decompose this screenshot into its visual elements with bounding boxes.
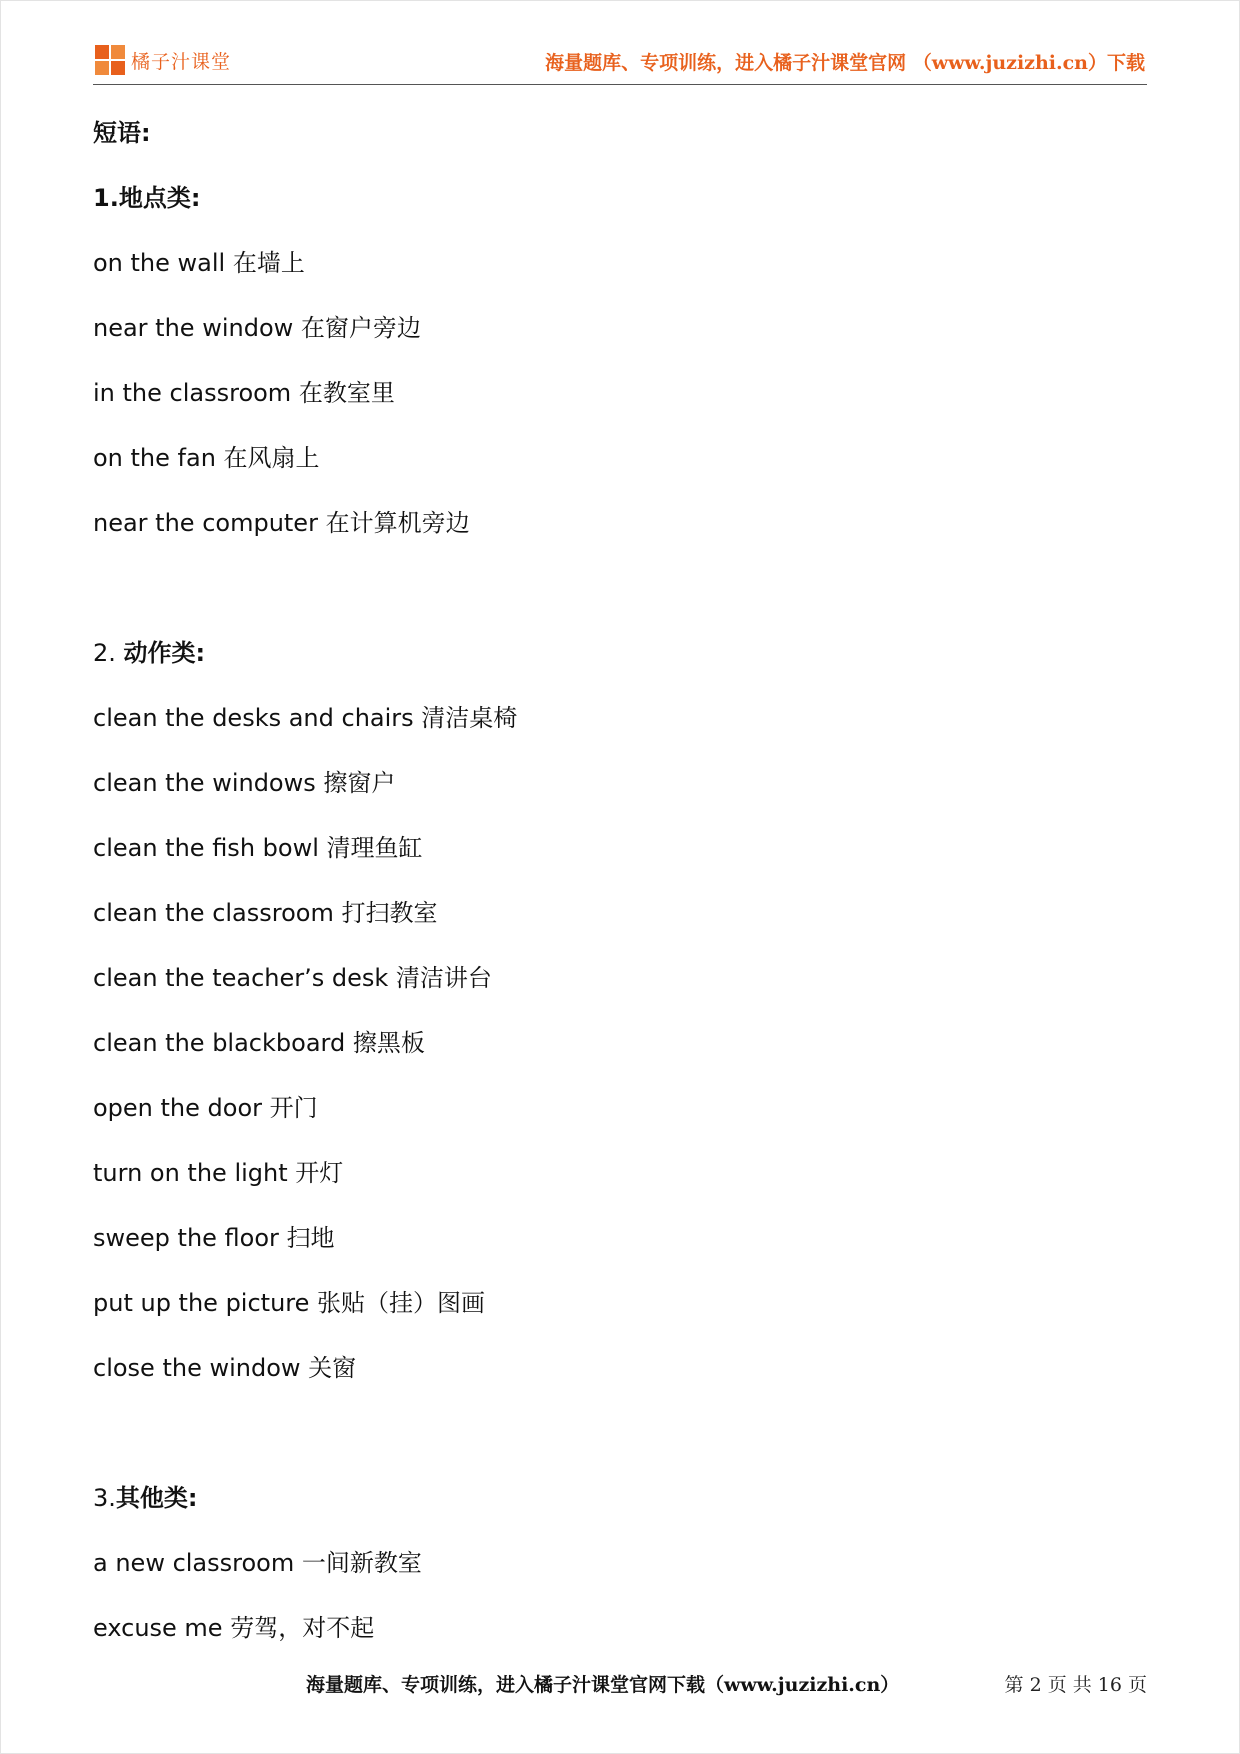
phrase-item: clean the fish bowl 清理鱼缸: [93, 834, 423, 862]
section-title-text: 地点类:: [118, 184, 201, 212]
phrase-item: clean the desks and chairs 清洁桌椅: [93, 704, 518, 732]
section-heading: 短语:: [93, 119, 151, 147]
footer-slogan: 海量题库、专项训练，进入橘子汁课堂官网下载（www.juzizhi.cn）: [306, 1674, 900, 1696]
phrase-item: put up the picture 张贴（挂）图画: [93, 1289, 486, 1317]
phrase-item: turn on the light 开灯: [93, 1159, 344, 1187]
phrase-item: close the window 关窗: [93, 1354, 357, 1382]
phrase-item: clean the teacher’s desk 清洁讲台: [93, 964, 492, 992]
section-number: 3.: [93, 1484, 116, 1512]
phrase-item: a new classroom 一间新教室: [93, 1549, 422, 1577]
blank-line: [93, 567, 1143, 632]
phrase-item: near the computer 在计算机旁边: [93, 509, 470, 537]
section-title-text: 其他类:: [115, 1484, 198, 1512]
header-slogan: 海量题库、专项训练，进入橘子汁课堂官网 （www.juzizhi.cn）下载: [545, 52, 1145, 74]
phrase-item: in the classroom 在教室里: [93, 379, 395, 407]
page-header: [93, 40, 1147, 85]
page-number: 第 2 页 共 16 页: [1004, 1674, 1147, 1696]
brand-logo[interactable]: [95, 45, 231, 75]
section-title-text: 动作类:: [123, 639, 206, 667]
phrase-item: open the door 开门: [93, 1094, 318, 1122]
section-number: 1.: [93, 184, 119, 212]
phrase-item: clean the windows 擦窗户: [93, 769, 396, 797]
phrase-item: excuse me 劳驾，对不起: [93, 1614, 375, 1642]
section-title-location: [93, 177, 1143, 242]
document-body: [93, 112, 1143, 1672]
phrase-item: clean the blackboard 擦黑板: [93, 1029, 425, 1057]
blank-line: [93, 1412, 1143, 1477]
phrase-item: sweep the floor 扫地: [93, 1224, 335, 1252]
logo-mark-icon: [95, 45, 125, 75]
page-footer: [0, 1670, 1240, 1700]
phrase-item: near the window 在窗户旁边: [93, 314, 421, 342]
section-number: 2.: [93, 639, 124, 667]
phrase-item: on the fan 在风扇上: [93, 444, 320, 472]
section-title-action: [93, 632, 1143, 697]
phrase-item: on the wall 在墙上: [93, 249, 305, 277]
section-title-other: [93, 1477, 1143, 1542]
phrase-item: clean the classroom 打扫教室: [93, 899, 438, 927]
logo-text: 橘子汁课堂: [131, 50, 232, 73]
